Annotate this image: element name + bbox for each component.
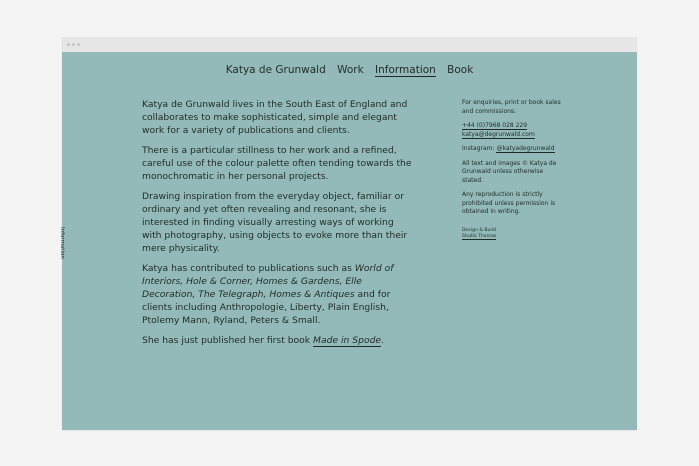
bio-paragraph	[142, 262, 412, 327]
window-dot-icon	[77, 43, 80, 46]
instagram-line	[462, 145, 562, 154]
contact-sidebar	[462, 99, 562, 247]
credits-block	[462, 228, 562, 241]
bio-paragraph: Drawing inspiration from the everyday object, familiar or ordinary and yet often revealing and resonant, she is interested in finding visually arresting ways of working with photography, using objects to evoke more than their mere physicality.	[142, 191, 408, 254]
nav-home-link[interactable]: Katya de Grunwald	[225, 64, 326, 76]
publications-list: World of Interiors, Hole & Corner, Homes & Gardens, Elle Decoration, The Telegraph, Homes & Antiques	[142, 263, 394, 300]
nav-work-link[interactable]: Work	[337, 64, 364, 76]
bio-text: She has just published her first book	[142, 335, 314, 346]
enquiries-text: For enquiries, print or book sales and commissions:	[462, 99, 561, 115]
bio-content	[142, 98, 412, 354]
bio-text: .	[381, 335, 384, 346]
window-dot-icon	[67, 43, 70, 46]
credits-label: Design & Build	[462, 227, 496, 233]
phone-link[interactable]: +44 (0)7968 028 229	[462, 122, 528, 129]
bio-text: and for clients including Anthropologie, Liberty, Plain English, Ptolemy Mann, Ryland, Peters & Small.	[142, 289, 391, 326]
bio-text: Katya has contributed to publications such as	[142, 263, 355, 274]
bio-paragraph: There is a particular stillness to her work and a refined, careful use of the colour palette often tending towards the monochromatic in her personal projects.	[142, 145, 412, 182]
reproduction-text: Any reproduction is strictly prohibited unless permission is obtained in writing.	[462, 191, 556, 215]
email-link[interactable]: katya@degrunwald.com	[462, 130, 535, 138]
window-dot-icon	[72, 43, 75, 46]
copyright-text: All text and images © Katya de Grunwald unless otherwise stated.	[462, 159, 557, 184]
studio-link[interactable]: Studio Thomas	[462, 234, 497, 239]
nav-information-link[interactable]: Information	[375, 64, 436, 76]
book-link[interactable]: Made in Spode	[313, 335, 382, 346]
bio-paragraph	[142, 334, 412, 347]
bio-paragraph: Katya de Grunwald lives in the South East of England and collaborates to make sophisticated, simple and elegant work for a variety of publications and clients.	[142, 99, 408, 136]
contact-block	[462, 122, 562, 139]
section-side-label: Information	[59, 227, 65, 259]
top-nav	[62, 64, 637, 76]
instagram-link[interactable]: @katyadegrunwald	[496, 145, 555, 152]
nav-book-link[interactable]: Book	[447, 64, 474, 76]
browser-window	[59, 37, 637, 430]
instagram-label: Instagram:	[462, 145, 497, 152]
browser-titlebar	[62, 37, 637, 52]
